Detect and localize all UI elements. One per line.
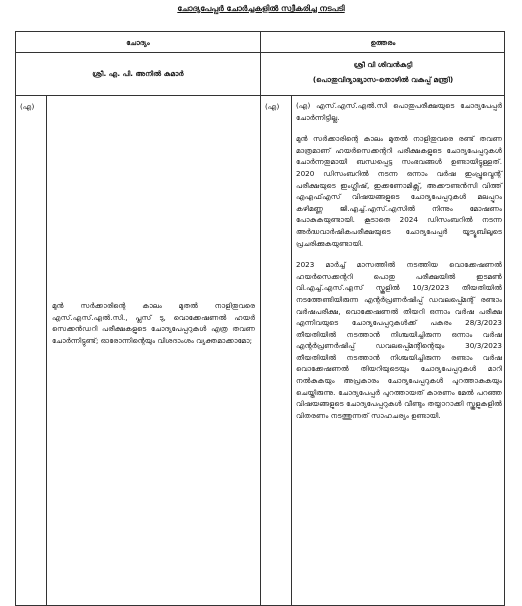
answer-label: (എ): [265, 102, 280, 111]
minister-name: ശ്രീ വി ശിവൻകുട്ടി: [353, 60, 413, 69]
answer-paragraph-2: മുൻ സർക്കാരിന്റെ കാലം മുതൽ നാളിതുവരെ രണ്ട് തവണ മാത്രമാണ് ഹയർസെക്കന്ററി പരീക്ഷകളുടെ ചോദ്യപേപ്പറുകൾ ചോർന്നതുമായി ബന്ധപ്പെട്ട സംഭവങ്ങൾ ഉണ്ടായിട്ടുള്ളത്. 2020 ഡിസംബറിൽ നടന്ന ഒന്നാം വർഷ ഇംപ്രൂവ്മെന്റ് പരീക്ഷയുടെ ഇംഗ്ലീഷ്, ഇക്കണോമിക്സ്, അക്കൗണ്ടൻസി വിത്ത് എഎഫ്എസ് വിഷയങ്ങളുടെ ചോദ്യപേപ്പറുകൾ മലപ്പുറം കഴിമണ്ണ ജി.എച്ച്.എസ്.എസിൽ നിന്നും മോഷണം പോകുകയുണ്ടായി. കൂടാതെ 2024 ഡിസംബറിൽ നടന്ന അർദ്ധവാർഷികപരീക്ഷയുടെ ചോദ്യപേപ്പർ യൂട്യൂബിലൂടെ പ്രചരിക്കുകയുണ്ടായി.: [296, 134, 502, 248]
header-row-divider: [16, 52, 504, 53]
column-divider-center: [260, 32, 261, 605]
question-label: (എ): [20, 102, 35, 111]
names-row-divider: [16, 95, 504, 96]
questioner-name: ശ്രീ. എ. പി. അനിൽ കുമാർ: [92, 69, 184, 78]
answer-paragraph-3: 2023 മാർച്ച് മാസത്തിൽ നടത്തിയ വൊക്കേഷണൽ ഹയർസെക്കന്ററി പൊതു പരീക്ഷയിൽ ഇടമൺ വി.എച്ച്.എസ്.എസ് സ്കൂളിൽ 10/3/2023 തീയതിയിൽ നടത്തേണ്ടിയിരുന്ന എന്റർപ്രണർഷിപ്പ് ഡവലപ്പ്മെന്റ് രണ്ടാം വർഷപരീക്ഷ, വൊക്കേഷണൽ തിയറി ഒന്നാം വർഷ പരീക്ഷ എന്നിവയുടെ ചോദ്യപേപ്പറുകൾക്ക് പകരം 28/3/2023 തീയതിയിൽ നടത്താൻ നിശ്ചയിച്ചിരുന്ന ഒന്നാം വർഷ എന്റർപ്രണർഷിപ്പ് ഡവലപ്പ്മെന്റിന്റെയും 30/3/2023 തീയതിയിൽ നടത്താൻ നിശ്ചയിച്ചിരുന്ന രണ്ടാം വർഷ വൊക്കേഷണൽ തിയറിയുടെയും ചോദ്യപേപ്പറുകൾ മാറി നൽകുകയും അപ്രകാരം ചോദ്യപേപ്പറുകൾ പുറത്താകുകയും ചെയ്തിരുന്നു. ചോദ്യപേപ്പർ പുറത്തായത് കാരണം മേൽ പറഞ്ഞ വിഷയങ്ങളുടെ ചോദ്യപേപ്പറുകൾ വീണ്ടും തയ്യാറാക്കി സ്കൂളുകളിൽ വിതരണം നടത്തുന്നത് സാഹചര്യം ഉണ്ടായി.: [296, 260, 502, 420]
answer-column-header: ഉത്തരം: [370, 38, 396, 47]
answer-body: [296, 100, 502, 431]
column-divider-answer-label: [291, 95, 292, 605]
answer-paragraph-1: (എ) എസ്.എസ്.എൽ.സി പൊതുപരീക്ഷയുടെ ചോദ്യപേപ്പർ ചോർന്നിട്ടില്ല.: [296, 101, 502, 122]
column-divider-question-label: [46, 95, 47, 605]
minister-department: (പൊതുവിദ്യാഭ്യാസ-തൊഴിൽ വകുപ്പ് മന്ത്രി): [312, 75, 454, 84]
qa-table: [15, 31, 505, 606]
document-title: ചോദ്യപേപ്പർ ചോർച്ചകളിൽ സ്വീകരിച്ച നടപടി: [177, 4, 345, 13]
question-column-header: ചോദ്യം: [126, 38, 150, 47]
question-text: മുൻ സർക്കാരിന്റെ കാലം മുതൽ നാളിതുവരെ എസ്.എസ്.എൽ.സി., പ്ലസ് ടു, വൊക്കേഷണൽ ഹയർ സെക്കൻഡറി പരീക്ഷകളുടെ ചോദ്യപേപ്പറുകൾ എത്ര തവണ ചോർന്നിട്ടുണ്ട്; ഓരോന്നിന്റെയും വിശദാംശം വ്യക്തമാക്കാമോ;: [52, 301, 255, 345]
